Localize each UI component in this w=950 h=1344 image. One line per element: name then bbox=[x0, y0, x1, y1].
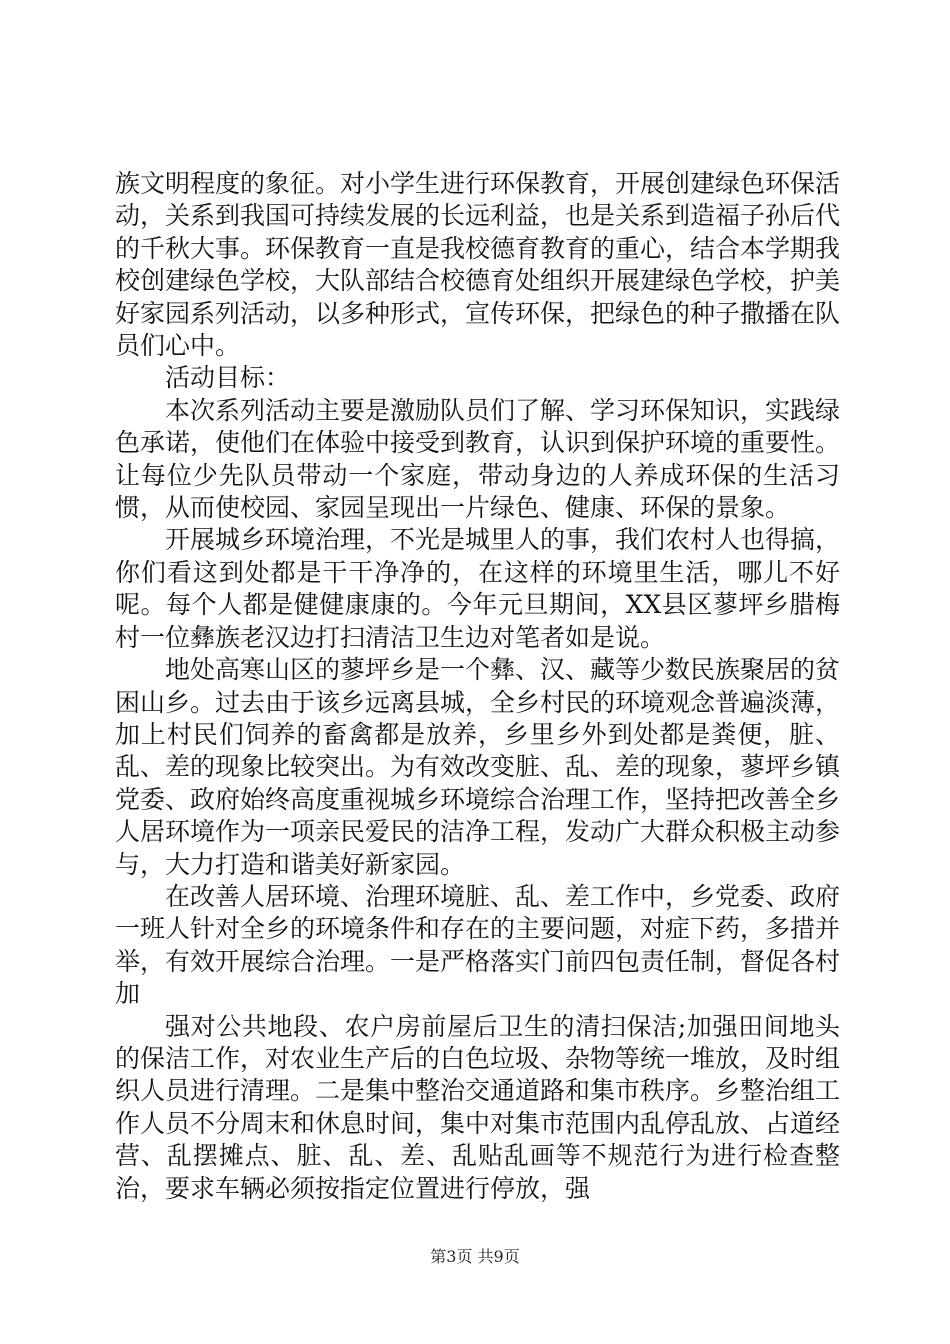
document-body bbox=[115, 168, 840, 1205]
paragraph-5: 地处高寒山区的蓼坪乡是一个彝、汉、藏等少数民族聚居的贫困山乡。过去由于该乡远离县城，全乡村民的环境观念普遍淡薄，加上村民们饲养的畜禽都是放养，乡里乡外到处都是粪便，脏、乱、差的现象比较突出。为有效改变脏、乱、差的现象，蓼坪乡镇党委、政府始终高度重视城乡环境综合治理工作，坚持把改善全乡人居环境作为一项亲民爱民的洁净工程，发动广大群众积极主动参与，大力打造和谐美好新家园。 bbox=[115, 655, 841, 879]
paragraph-1: 族文明程度的象征。对小学生进行环保教育，开展创建绿色环保活动，关系到我国可持续发展的长远利益，也是关系到造福子孙后代的千秋大事。环保教育一直是我校德育教育的重心，结合本学期我校创建绿色学校，大队部结合校德育处组织开展建绿色学校，护美好家园系列活动，以多种形式，宣传环保，把绿色的种子撒播在队员们心中。 bbox=[115, 169, 841, 361]
page-number-footer: 第3页 共9页 bbox=[430, 1247, 520, 1266]
paragraph-6: 在改善人居环境、治理环境脏、乱、差工作中，乡党委、政府一班人针对全乡的环境条件和存在的主要问题，对症下药，多措并举，有效开展综合治理。一是严格落实门前四包责任制，督促各村加 bbox=[115, 881, 841, 1009]
paragraph-3: 本次系列活动主要是激励队员们了解、学习环保知识，实践绿色承诺，使他们在体验中接受到教育，认识到保护环境的重要性。让每位少先队员带动一个家庭，带动身边的人养成环保的生活习惯，从而使校园、家园呈现出一片绿色、健康、环保的景象。 bbox=[115, 395, 841, 523]
paragraph-2-heading: 活动目标： bbox=[165, 363, 291, 393]
paragraph-7: 强对公共地段、农户房前屋后卫生的清扫保洁;加强田间地头的保洁工作，对农业生产后的白色垃圾、杂物等统一堆放，及时组织人员进行清理。二是集中整治交通道路和集市秩序。乡整治组工作人员不分周末和休息时间，集中对集市范围内乱停乱放、占道经营、乱摆摊点、脏、乱、差、乱贴乱画等不规范行为进行检查整治，要求车辆必须按指定位置进行停放，强 bbox=[115, 1011, 841, 1203]
paragraph-4: 开展城乡环境治理，不光是城里人的事，我们农村人也得搞，你们看这到处都是干干净净的，在这样的环境里生活，哪儿不好呢。每个人都是健健康康的。今年元旦期间，XX县区蓼坪乡腊梅村一位彝族老汉边打扫清洁卫生边对笔者如是说。 bbox=[115, 525, 841, 652]
